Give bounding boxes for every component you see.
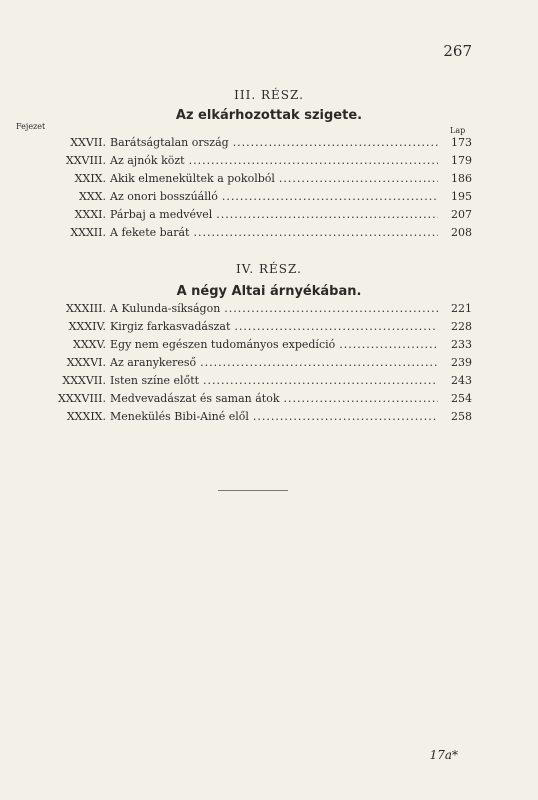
part-3-label: III. RÉSZ. [234, 88, 304, 102]
chapter-page: 258 [451, 410, 472, 423]
chapter-title: Párbaj a medvével [110, 208, 213, 221]
chapter-title: Az aranykereső [110, 356, 197, 369]
toc-row [36, 302, 472, 320]
chapter-title: Menekülés Bibi-Ainé elől [110, 410, 249, 423]
chapter-page: 207 [451, 208, 472, 221]
chapter-page: 173 [451, 136, 472, 149]
chapter-page: 243 [451, 374, 472, 387]
chapter-title: Medvevadászat és saman átok [110, 392, 280, 405]
chapter-page: 228 [451, 320, 472, 333]
leader-dots [222, 190, 438, 203]
chapter-number: XXXVIII. [58, 392, 106, 405]
toc-row [36, 374, 472, 392]
chapter-number: XXXVI. [66, 356, 106, 369]
page-column-header: Lap [450, 126, 466, 135]
chapter-page: 186 [451, 172, 472, 185]
toc-row [36, 172, 472, 190]
leader-dots [234, 320, 438, 333]
leader-dots [193, 226, 438, 239]
chapter-number: XXVII. [70, 136, 106, 149]
chapter-page: 208 [451, 226, 472, 239]
leader-dots [189, 154, 438, 167]
chapter-page: 221 [451, 302, 472, 315]
chapter-number: XXXI. [74, 208, 106, 221]
chapter-number: XXXIX. [66, 410, 106, 423]
chapter-title: A Kulunda-síkságon [110, 302, 221, 315]
page-number: 267 [443, 42, 472, 60]
leader-dots [224, 302, 438, 315]
leader-dots [339, 338, 438, 351]
leader-dots [216, 208, 438, 221]
toc-row [36, 356, 472, 374]
chapter-title: Isten színe előtt [110, 374, 200, 387]
leader-dots [279, 172, 438, 185]
toc-row [36, 410, 472, 428]
toc-row [36, 392, 472, 410]
chapter-number: XXXVII. [62, 374, 106, 387]
chapter-page: 254 [451, 392, 472, 405]
leader-dots [233, 136, 438, 149]
toc-row [36, 154, 472, 172]
toc-row [36, 136, 472, 154]
chapter-page: 239 [451, 356, 472, 369]
toc-part-4 [36, 302, 472, 428]
toc-row [36, 320, 472, 338]
chapter-title: Az onori bosszúálló [110, 190, 218, 203]
divider-rule [218, 490, 288, 491]
chapter-title: Kirgiz farkasvadászat [110, 320, 231, 333]
chapter-number: XXXV. [72, 338, 106, 351]
chapter-number: XXVIII. [65, 154, 106, 167]
leader-dots [284, 392, 438, 405]
leader-dots [253, 410, 438, 423]
chapter-title: A fekete barát [110, 226, 190, 239]
chapter-title: Egy nem egészen tudományos expedíció [110, 338, 336, 351]
chapter-number: XXXII. [70, 226, 106, 239]
toc-row [36, 190, 472, 208]
chapter-column-header: Fejezet [16, 122, 46, 131]
chapter-page: 195 [451, 190, 472, 203]
signature-mark: 17a* [429, 748, 458, 762]
chapter-page: 179 [451, 154, 472, 167]
leader-dots [200, 356, 438, 369]
part-4-title: A négy Altai árnyékában. [176, 284, 362, 299]
chapter-number: XXIX. [74, 172, 106, 185]
toc-row [36, 338, 472, 356]
chapter-title: Az ajnók közt [110, 154, 185, 167]
toc-part-3 [36, 136, 472, 244]
chapter-number: XXX. [79, 190, 106, 203]
chapter-number: XXXIII. [65, 302, 106, 315]
leader-dots [203, 374, 438, 387]
chapter-number: XXXIV. [68, 320, 106, 333]
chapter-title: Barátságtalan ország [110, 136, 229, 149]
toc-row [36, 208, 472, 226]
chapter-page: 233 [451, 338, 472, 351]
chapter-title: Akik elmenekültek a pokolból [110, 172, 275, 185]
part-3-title: Az elkárhozottak szigete. [175, 108, 363, 123]
part-4-label: IV. RÉSZ. [236, 262, 302, 276]
toc-row [36, 226, 472, 244]
